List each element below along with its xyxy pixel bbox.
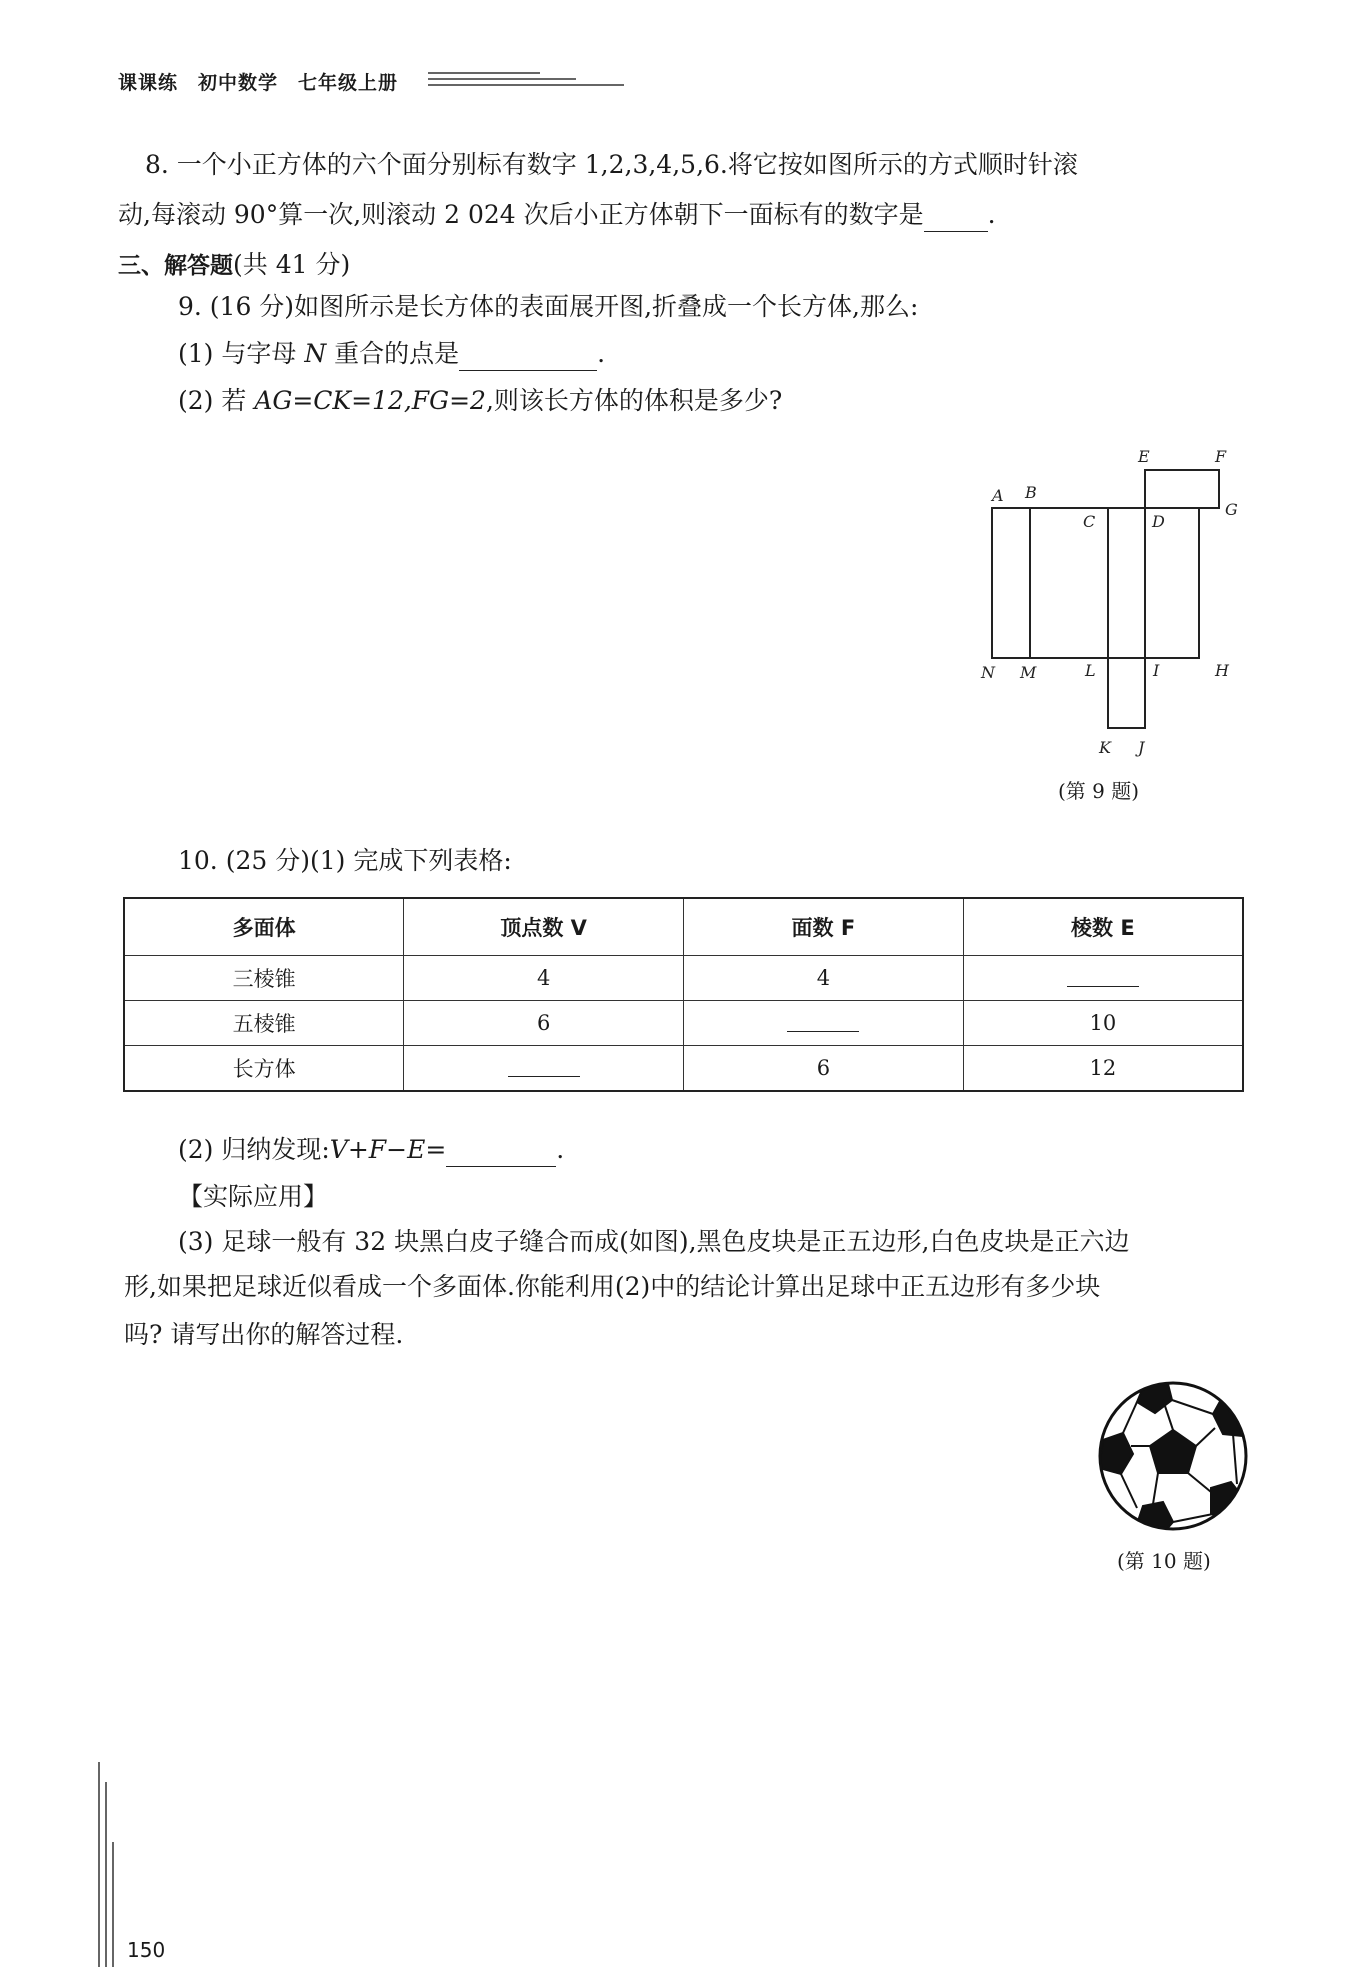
table-row <box>124 1046 1243 1092</box>
label-g: G <box>1225 500 1238 519</box>
table-row <box>124 1001 1243 1046</box>
label-j: J <box>1138 738 1145 757</box>
q10-part2 <box>178 1133 564 1167</box>
table-cell: 6 <box>404 1001 684 1046</box>
q10-part3-line1: (3) 足球一般有 32 块黑白皮子缝合而成(如图),黑色皮块是正五边形,白色皮块是正六边 <box>178 1227 1130 1256</box>
q9-part1-end: . <box>597 339 606 368</box>
q8-line2 <box>118 198 996 232</box>
table-row <box>124 956 1243 1001</box>
q9-part1 <box>178 337 605 371</box>
q10-part2-answer-blank[interactable] <box>446 1140 556 1167</box>
table-header: 多面体 <box>124 898 404 956</box>
label-f: F <box>1215 447 1227 466</box>
running-header: 课课练 初中数学 七年级上册 <box>118 72 399 94</box>
label-b: B <box>1025 483 1037 502</box>
label-i: I <box>1153 661 1160 680</box>
table-header-row <box>124 898 1243 956</box>
table-cell-blank[interactable] <box>963 956 1243 1001</box>
margin-decorative-lines <box>96 1762 122 1967</box>
soccer-ball-icon <box>1095 1378 1251 1534</box>
label-d: D <box>1152 512 1165 531</box>
table-header: 棱数 E <box>963 898 1243 956</box>
q9-caption: (第 9 题) <box>1058 779 1140 803</box>
table-cell: 三棱锥 <box>124 956 404 1001</box>
table-cell: 12 <box>963 1046 1243 1092</box>
section3-score: (共 41 分) <box>233 250 351 279</box>
q9-part2-pre: (2) 若 <box>178 386 255 415</box>
q9-part1-answer-blank[interactable] <box>459 344 597 371</box>
q8-line1: 8. 一个小正方体的六个面分别标有数字 1,2,3,4,5,6.将它按如图所示的方式顺时针滚 <box>145 150 1078 179</box>
q10-part2-math: V+F−E= <box>329 1135 447 1164</box>
table-cell-blank[interactable] <box>684 1001 964 1046</box>
q9-stem: 9. (16 分)如图所示是长方体的表面展开图,折叠成一个长方体,那么: <box>178 292 919 321</box>
label-a: A <box>992 486 1004 505</box>
table-cell-blank[interactable] <box>404 1046 684 1092</box>
label-c: C <box>1083 512 1096 531</box>
label-k: K <box>1099 738 1111 757</box>
table-cell: 4 <box>684 956 964 1001</box>
net-main-rect <box>992 508 1199 658</box>
q10-stem: 10. (25 分)(1) 完成下列表格: <box>178 846 512 875</box>
answer-blank[interactable] <box>508 1054 580 1077</box>
q10-part3-line2: 形,如果把足球近似看成一个多面体.你能利用(2)中的结论计算出足球中正五边形有多少块 <box>124 1272 1101 1301</box>
cuboid-net-figure <box>975 440 1245 765</box>
q10-part2-pre: (2) 归纳发现: <box>178 1135 330 1164</box>
table-header: 面数 F <box>684 898 964 956</box>
q8-end: . <box>987 200 996 229</box>
q9-part1-post: 重合的点是 <box>326 339 460 368</box>
net-bottom-rect <box>1108 658 1145 728</box>
answer-blank[interactable] <box>787 1009 859 1032</box>
answer-blank[interactable] <box>1067 964 1139 987</box>
q8-line2-text: 动,每滚动 90°算一次,则滚动 2 024 次后小正方体朝下一面标有的数字是 <box>118 200 924 229</box>
label-e: E <box>1138 447 1150 466</box>
applied-title: 【实际应用】 <box>178 1182 329 1211</box>
page-number: 150 <box>127 1938 166 1962</box>
q9-part1-var: N <box>304 339 327 368</box>
q9-part1-pre: (1) 与字母 <box>178 339 305 368</box>
label-h: H <box>1215 661 1229 680</box>
q10-part3-line3: 吗? 请写出你的解答过程. <box>124 1320 404 1349</box>
polyhedra-table <box>123 897 1244 1092</box>
label-n: N <box>981 663 995 682</box>
table-header: 顶点数 V <box>404 898 684 956</box>
section3-title: 三、解答题 <box>118 253 233 279</box>
table-cell: 4 <box>404 956 684 1001</box>
table-cell: 6 <box>684 1046 964 1092</box>
table-cell: 五棱锥 <box>124 1001 404 1046</box>
q9-part2-post: ,则该长方体的体积是多少? <box>485 386 783 415</box>
label-m: M <box>1020 663 1037 682</box>
net-top-rect <box>1145 470 1219 508</box>
header-decorative-lines <box>428 70 624 94</box>
table-cell: 长方体 <box>124 1046 404 1092</box>
q10-part2-end: . <box>556 1135 565 1164</box>
table-cell: 10 <box>963 1001 1243 1046</box>
q9-part2-math: AG=CK=12,FG=2 <box>254 386 486 415</box>
q9-part2 <box>178 384 782 418</box>
label-l: L <box>1085 661 1096 680</box>
section3-heading <box>118 248 350 283</box>
q10-caption: (第 10 题) <box>1117 1549 1211 1573</box>
q8-answer-blank[interactable] <box>924 205 988 232</box>
